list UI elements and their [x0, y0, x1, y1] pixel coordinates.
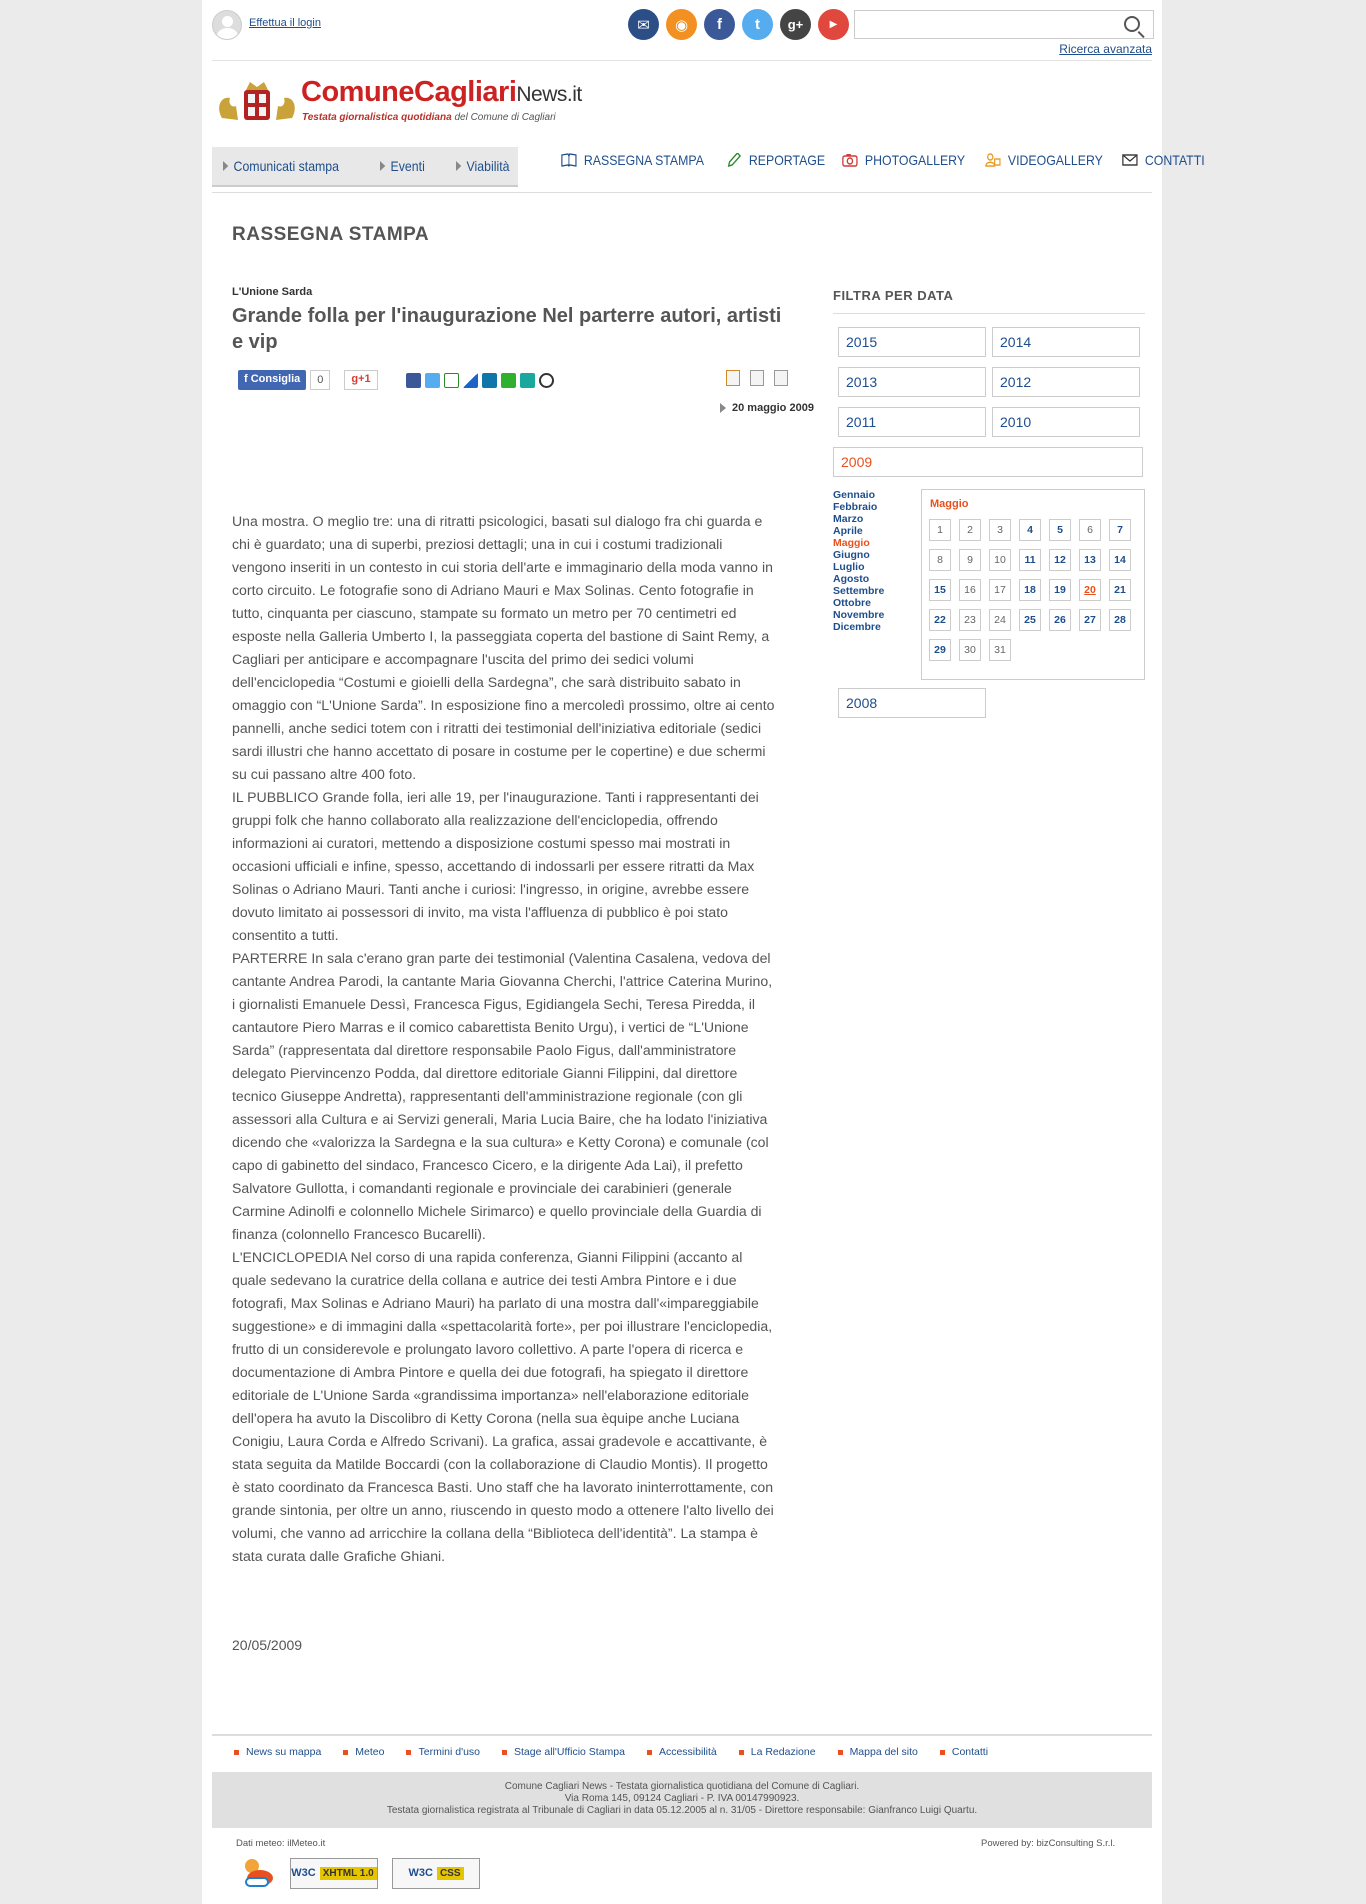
nav-comunicati-stampa[interactable]: Comunicati stampa — [223, 158, 339, 174]
page-title: RASSEGNA STAMPA — [232, 224, 430, 245]
article-paragraph: PARTERRE In sala c'erano gran parte dei testimonial (Valentina Casalena, vedova del cantante Andrea Parodi, la cantante Maria Giovanna Cherchi, l'attrice Caterina Murino, i giornalisti Emanuele Dessì, Francesca Figus, Egidiangela Sechi, Teresa Piredda, il cantautore Piero Marras e il comico cabarettista Benito Urgu), i vertici de “L'Unione Sarda” (rappresentata dal direttore responsabile Paolo Figus, dall'amministratore delegato Piervincenzo Podda, dal direttore editoriale Gianni Filippini, dal direttore tecnico Giuseppe Andretta), rappresentanti dell'amministrazione regionale (con gli assessori alla Cultura e ai Servizi generali, Maria Lucia Baire, che ha lodato l'iniziativa dicendo che «valorizza la Sardegna e la sua cultura» e Ketty Corona) e comunale (col capo di gabinetto del sindaco, Francesco Cicero, e la dirigente Ada Lai), il prefetto Salvatore Gullotta, i comandanti regionale e provinciale dei carabinieri (generale Carmine Adinolfi e colonnello Michele Sirimarco) e quello provinciale della Guardia di finanza (colonnello Francesco Bucarelli). — [232, 950, 773, 1242]
facebook-share-icon[interactable] — [406, 373, 421, 388]
delicious-share-icon[interactable] — [463, 373, 478, 388]
secondary-nav — [212, 147, 518, 187]
footer-link[interactable]: La Redazione — [739, 1746, 816, 1758]
month-item[interactable]: Febbraio — [833, 501, 878, 513]
year-2008[interactable]: 2008 — [838, 688, 986, 718]
footer-link[interactable]: Termini d'uso — [406, 1746, 480, 1758]
w3c-css-badge[interactable]: W3C CSS — [392, 1858, 480, 1889]
month-item[interactable]: Agosto — [833, 573, 870, 585]
article-headline: Grande folla per l'inaugurazione Nel parterre autori, artisti e vip — [232, 305, 782, 353]
month-item[interactable]: Giugno — [833, 549, 870, 561]
linkedin-share-icon[interactable] — [482, 373, 497, 388]
camera-icon — [842, 153, 858, 167]
footer-link[interactable]: News su mappa — [234, 1746, 321, 1758]
calendar-day[interactable]: 6 — [1079, 519, 1101, 541]
footer-link[interactable]: Contatti — [940, 1746, 988, 1758]
footer-info — [212, 1772, 1152, 1828]
nav-viabilita[interactable]: Viabilità — [456, 158, 509, 174]
month-item[interactable]: Gennaio — [833, 489, 876, 501]
calendar-day[interactable]: 22 — [929, 609, 951, 631]
facebook-like-count: 0 — [310, 370, 330, 390]
nav-eventi[interactable]: Eventi — [380, 158, 425, 174]
calendar-day[interactable]: 20 — [1079, 579, 1101, 601]
wikio-share-icon[interactable] — [520, 373, 535, 388]
bullet-icon — [739, 1750, 744, 1755]
calendar-day[interactable]: 30 — [959, 639, 981, 661]
envelope-icon — [1122, 153, 1138, 167]
calendar-day[interactable]: 9 — [959, 549, 981, 571]
calendar-day[interactable]: 27 — [1079, 609, 1101, 631]
year-2009[interactable]: 2009 — [833, 447, 1143, 477]
calendar-day[interactable]: 25 — [1019, 609, 1041, 631]
google-plus-button[interactable]: g+1 — [344, 370, 377, 390]
twitter-icon[interactable]: t — [742, 9, 773, 40]
divider — [212, 192, 1152, 193]
footer-link[interactable]: Accessibilità — [647, 1746, 717, 1758]
month-item[interactable]: Dicembre — [833, 621, 881, 633]
calendar-day[interactable]: 8 — [929, 549, 951, 571]
logo-title: ComuneCagliariNews.it — [301, 76, 582, 108]
user-avatar-icon[interactable] — [212, 10, 242, 40]
search-input[interactable] — [854, 10, 1154, 39]
print-icon[interactable] — [750, 370, 764, 386]
article-signature-date: 20/05/2009 — [232, 1637, 303, 1653]
article-source: L'Unione Sarda — [232, 286, 313, 298]
calendar-day[interactable]: 12 — [1049, 549, 1071, 571]
footer-line: Comune Cagliari News - Testata giornalistica quotidiana del Comune di Cagliari. — [504, 1781, 860, 1792]
month-item[interactable]: Settembre — [833, 585, 885, 597]
calendar-day[interactable]: 11 — [1019, 549, 1041, 571]
month-item[interactable]: Luglio — [833, 561, 865, 573]
year-2015[interactable]: 2015 — [838, 327, 986, 357]
divider — [833, 313, 1145, 314]
calendar-day[interactable]: 28 — [1109, 609, 1131, 631]
calendar-day[interactable]: 21 — [1109, 579, 1131, 601]
calendar-day[interactable]: 29 — [929, 639, 951, 661]
calendar — [921, 489, 1145, 680]
footer-line: Via Roma 145, 09124 Cagliari - P. IVA 00147990923. — [564, 1793, 800, 1804]
bullet-icon — [406, 1750, 411, 1755]
video-people-icon — [985, 153, 1001, 167]
calendar-day[interactable]: 13 — [1079, 549, 1101, 571]
calendar-day[interactable]: 1 — [929, 519, 951, 541]
site-logo[interactable] — [214, 76, 614, 132]
month-item[interactable]: Marzo — [833, 513, 864, 525]
calendar-day[interactable]: 26 — [1049, 609, 1071, 631]
calendar-day[interactable]: 18 — [1019, 579, 1041, 601]
meteo-credit: Dati meteo: ilMeteo.it — [236, 1838, 326, 1849]
main-nav — [557, 152, 1206, 168]
meteo-logo-icon[interactable] — [238, 1854, 276, 1892]
social-links — [628, 9, 849, 40]
bullet-icon — [343, 1750, 348, 1755]
search-icon[interactable] — [1124, 16, 1140, 32]
calendar-day[interactable]: 31 — [989, 639, 1011, 661]
bullet-icon — [647, 1750, 652, 1755]
nav-photogallery[interactable]: PHOTOGALLERY — [842, 152, 965, 168]
copy-icon[interactable] — [774, 370, 788, 386]
article-paragraph: Una mostra. O meglio tre: una di ritratti psicologici, basati sul dialogo fra chi guarda e chi è guardato; una di superbi, preziosi dettagli; una in cui i costumi tradizionali vengono inseriti in un contesto in cui storia dell'arte e immaginario della moda vanno in corto circuito. Le fotografie sono di Adriano Mauri e Max Solinas. Cento fotografie in tutto, cinquanta per ciascuno, stampate su formato un metro per 70 centimetri ed esposte nella Galleria Umberto I, la passeggiata coperta del bastione di Saint Remy, a Cagliari per anticipare e accompagnare l'uscita del primo dei sedici volumi dell'enciclopedia “Costumi e gioielli della Sardegna”, che sarà distribuito sabato in omaggio con “L'Unione Sarda”. In esposizione fino a mercoledì prossimo, oltre ai cento pannelli, anche sedici totem con i ritratti dei testimonial dell'iniziativa editoriale (sedici sardi illustri che hanno accettato di posare in costume per le copertine) e due schermi su cui passano altre 400 foto. — [232, 513, 775, 782]
calendar-grid — [929, 519, 1131, 661]
article-paragraph: IL PUBBLICO Grande folla, ieri alle 19, per l'inaugurazione. Tanti i rappresentanti dei gruppi folk che hanno collaborato alla realizzazione dell'enciclopedia, offrendo informazioni ai curatori, mettendo a disposizione costumi spesso mai mostrati in occasioni ufficiali e infine, spesso, accettando di indossarli per essere ritratti da Max Solinas o Adriano Mauri. Tanti anche i curiosi: l'ingresso, in origine, avrebbe essere dovuto limitato ai possessori di invito, ma vista l'affluenza di pubblico è poi stato consentito a tutti. — [232, 789, 759, 943]
facebook-like-button[interactable]: f Consiglia — [238, 370, 306, 390]
month-item[interactable]: Aprile — [833, 525, 863, 537]
pdf-icon[interactable] — [726, 370, 740, 386]
footer-link[interactable]: Stage all'Ufficio Stampa — [502, 1746, 625, 1758]
year-2012[interactable]: 2012 — [992, 367, 1140, 397]
footer-badges — [238, 1854, 480, 1892]
year-2013[interactable]: 2013 — [838, 367, 986, 397]
share-bar — [238, 370, 554, 390]
calendar-day[interactable]: 15 — [929, 579, 951, 601]
logo-subtitle: Testata giornalistica quotidiana del Comune di Cagliari — [302, 112, 556, 123]
calendar-day[interactable]: 17 — [989, 579, 1011, 601]
footer-link[interactable]: Mappa del sito — [838, 1746, 918, 1758]
w3c-xhtml-badge[interactable]: W3C XHTML 1.0 — [290, 1858, 378, 1889]
article-tools — [726, 370, 788, 386]
oknotizie-share-icon[interactable] — [444, 373, 459, 388]
bullet-icon — [234, 1750, 239, 1755]
calendar-day[interactable]: 4 — [1019, 519, 1041, 541]
divider — [212, 60, 1152, 61]
year-2010[interactable]: 2010 — [992, 407, 1140, 437]
book-icon — [561, 153, 577, 167]
article-body — [232, 510, 777, 1568]
year-2014[interactable]: 2014 — [992, 327, 1140, 357]
month-item[interactable]: Ottobre — [833, 597, 871, 609]
calendar-day[interactable]: 3 — [989, 519, 1011, 541]
divider — [212, 1734, 1152, 1736]
rss-icon[interactable]: ◉ — [666, 9, 697, 40]
bullet-icon — [940, 1750, 945, 1755]
month-item[interactable]: Novembre — [833, 609, 885, 621]
pencil-icon — [726, 153, 742, 167]
month-list — [833, 489, 884, 633]
calendar-day[interactable]: 2 — [959, 519, 981, 541]
calendar-day[interactable]: 23 — [959, 609, 981, 631]
year-2011[interactable]: 2011 — [838, 407, 986, 437]
googleplus-icon[interactable]: g+ — [780, 9, 811, 40]
email-icon[interactable]: ✉ — [628, 9, 659, 40]
calendar-day[interactable]: 24 — [989, 609, 1011, 631]
calendar-day[interactable]: 16 — [959, 579, 981, 601]
calendar-day[interactable]: 14 — [1109, 549, 1131, 571]
calendar-month-title: Maggio — [930, 498, 969, 510]
footer-link[interactable]: Meteo — [343, 1746, 384, 1758]
month-item[interactable]: Maggio — [833, 537, 870, 549]
segnalo-share-icon[interactable] — [539, 373, 554, 388]
footer-line: Testata giornalistica registrata al Tribunale di Cagliari in data 05.12.2005 al n. 31/05 - Direttore responsabile: Gianfranco Luigi Quartu. — [386, 1805, 978, 1816]
article-date: 20 maggio 2009 — [720, 402, 814, 414]
bullet-icon — [838, 1750, 843, 1755]
advanced-search-link[interactable]: Ricerca avanzata — [1059, 42, 1152, 56]
powered-link[interactable]: bizConsulting S.r.l. — [1036, 1838, 1116, 1849]
powered-credit: Powered by: bizConsulting S.r.l. — [981, 1838, 1116, 1849]
calendar-day[interactable]: 7 — [1109, 519, 1131, 541]
nav-reportage[interactable]: REPORTAGE — [726, 152, 825, 168]
footer-links — [234, 1746, 988, 1758]
meteo-link[interactable]: ilMeteo.it — [287, 1838, 326, 1849]
technorati-share-icon[interactable] — [501, 373, 516, 388]
calendar-day[interactable]: 5 — [1049, 519, 1071, 541]
facebook-icon[interactable]: f — [704, 9, 735, 40]
nav-contatti[interactable]: CONTATTI — [1122, 152, 1205, 168]
nav-videogallery[interactable]: VIDEOGALLERY — [985, 152, 1103, 168]
login-link[interactable]: Effettua il login — [249, 17, 321, 29]
page — [202, 0, 1205, 1904]
crest-icon — [214, 78, 300, 126]
filter-title: FILTRA PER DATA — [833, 288, 954, 303]
twitter-share-icon[interactable] — [425, 373, 440, 388]
article-paragraph: L'ENCICLOPEDIA Nel corso di una rapida conferenza, Gianni Filippini (accanto al quale sedevano la curatrice della collana e autrice dei testi Ambra Pintore e i due fotografi, Max Solinas e Adriano Mauri) ha parlato di una mostra dall'«impareggiabile suggestione» e di immagini dalla «spettacolarità forte», per poi illustrare l'enciclopedia, frutto di un considerevole e prolungato lavoro collettivo. A parte l'opera di ricerca e documentazione di Ambra Pintore e quella dei due fotografi, ha spiegato il direttore editoriale de L'Unione Sarda «grandissima importanza» nell'elaborazione editoriale dell'opera ha avuto la Discolibro di Ketty Corona (nella sua èquipe anche Luciana Conigiu, Laura Corda e Alfredo Scrivani). La grafica, assai gradevole e accattivante, è stata seguita da Matilde Boccardi (con la collaborazione di Claudio Montis). Il progetto è stato coordinato da Francesca Basti. Uno staff che ha lavorato ininterrottamente, con grande sintonia, per oltre un anno, riuscendo in questo modo a ottenere l'alto livello dei volumi, che vanno ad arricchire la collana della “Biblioteca dell'identità”. La stampa è stata curata dalle Grafiche Ghiani. — [232, 1249, 774, 1564]
calendar-day[interactable]: 10 — [989, 549, 1011, 571]
bullet-icon — [502, 1750, 507, 1755]
nav-rassegna-stampa[interactable]: RASSEGNA STAMPA — [561, 152, 704, 168]
calendar-day[interactable]: 19 — [1049, 579, 1071, 601]
youtube-icon[interactable]: ▶ — [818, 9, 849, 40]
